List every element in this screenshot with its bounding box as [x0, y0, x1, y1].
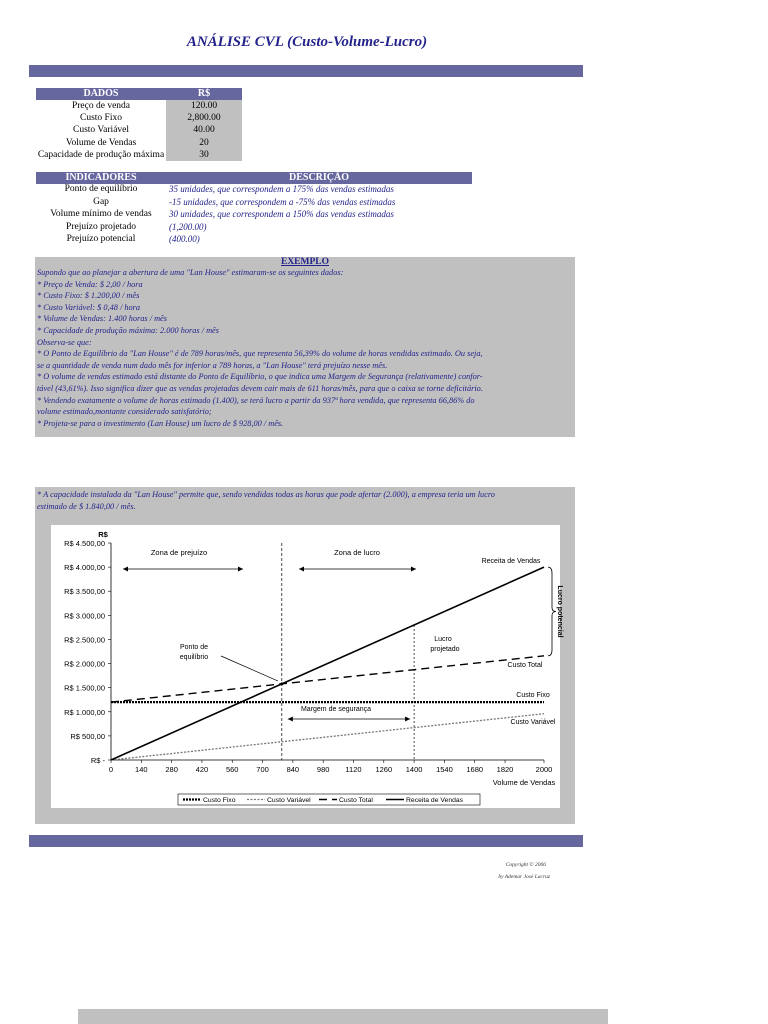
dados-row-label: Custo Fixo	[80, 113, 122, 124]
margem-seguranca-label: Margem de segurança	[300, 706, 372, 713]
ponto-equilibrio-label-1: Ponto de	[179, 644, 209, 651]
custo-fixo-label: Custo Fixo	[516, 692, 550, 699]
custo-variavel-label: Custo Variável	[510, 719, 556, 726]
legend-label: Custo Total	[339, 797, 373, 804]
indicador-row-desc: -15 unidades, que correspondem a -75% das vendas estimadas	[169, 196, 396, 207]
x-tick-label: 2000	[535, 765, 553, 774]
dados-row-label: Custo Variável	[72, 125, 130, 136]
dados-row-label: Capacidade de produção máxima	[37, 149, 165, 160]
bottom-divider-bar	[29, 835, 583, 847]
exemplo-line: * O Ponto de Equilíbrio da "Lan House" é de 789 horas/mês, que representa 56,39% do volume de horas vendidas estimado. Ou seja,	[37, 349, 483, 359]
cvl-chart	[51, 525, 563, 808]
legend-label: Custo Fixo	[203, 797, 236, 804]
y-tick-label: R$ 1.500,00	[64, 683, 105, 693]
indicador-row-desc: 35 unidades, que correspondem a 175% das vendas estimadas	[169, 184, 394, 194]
receita-vendas-label: Receita de Vendas	[481, 558, 541, 565]
x-tick-label: 0	[108, 765, 114, 774]
x-tick-label: 1120	[345, 765, 362, 774]
page-title: ANÁLISE CVL (Custo-Volume-Lucro)	[186, 34, 428, 50]
x-tick-label: 1260	[375, 765, 393, 774]
zona-prejuizo-label: Zona de prejuízo	[150, 548, 208, 557]
exemplo-title: EXEMPLO	[280, 257, 330, 267]
indicador-row-desc: 30 unidades, que correspondem a 150% das vendas estimadas	[169, 209, 394, 220]
margem-seguranca-arrowhead-right	[405, 717, 410, 722]
lucro-projetado-label-2: projetado	[430, 646, 460, 653]
exemplo-text	[35, 267, 575, 429]
dados-row-value: 20	[166, 137, 242, 149]
zona-prejuizo-arrowhead-right	[238, 567, 243, 572]
exemplo-line: Supondo que ao planejar a abertura de uma "Lan House" estimaram-se os seguintes dados:	[37, 268, 344, 277]
legend-label: Custo Variável	[267, 797, 311, 804]
legend-label: Receita de Vendas	[406, 797, 464, 804]
x-tick-label: 1540	[436, 765, 453, 774]
y-tick-label: R$ 4.000,00	[64, 563, 105, 573]
indicadores-header-desc: DESCRIÇÃO	[166, 172, 472, 184]
indicador-row-label: Prejuízo potencial	[66, 234, 136, 245]
dados-row-value: 120.00	[166, 100, 242, 112]
indicador-row-label: Gap	[93, 196, 109, 207]
x-tick-label: 700	[256, 765, 269, 774]
exemplo-line: Observa-se que:	[37, 337, 92, 347]
indicador-row-desc: (1,200.00)	[169, 221, 207, 232]
exemplo-box	[35, 257, 575, 437]
exemplo-line: * Preço de Venda: $ 2,00 / hora	[37, 279, 143, 289]
lucro-potencial-label: Lucro potencial	[556, 585, 563, 638]
x-axis-title: Volume de Vendas	[492, 778, 556, 787]
y-tick-label: R$ 2.500,00	[64, 635, 105, 645]
exemplo-line: * Custo Fixo: $ 1.200,00 / mês	[37, 291, 140, 301]
y-tick-label: R$ 2.000,00	[64, 659, 105, 669]
dados-header-label: DADOS	[36, 88, 166, 100]
x-tick-label: 140	[135, 765, 148, 774]
y-tick-label: R$ 1.000,00	[64, 707, 105, 717]
y-tick-label: R$ 3.500,00	[64, 587, 105, 597]
exemplo-line: * Capacidade de produção máxima: 2.000 horas / mês	[37, 325, 219, 335]
copyright-line-1: Copyright © 2006	[505, 862, 546, 868]
dados-row-label: Volume de Vendas	[65, 137, 137, 148]
indicador-row-label: Prejuízo projetado	[66, 221, 136, 232]
indicador-row-label: Ponto de equilíbrio	[64, 184, 138, 194]
dados-header-value: R$	[166, 88, 242, 100]
x-tick-label: 560	[225, 765, 239, 774]
x-tick-label: 1400	[405, 765, 423, 774]
dados-row-value: 30	[166, 149, 242, 161]
custo-total-label: Custo Total	[507, 662, 543, 669]
y-tick-label: R$ 500,00	[70, 731, 105, 741]
dados-row-label: Preço de venda	[71, 101, 131, 111]
x-tick-label: 1820	[496, 765, 514, 774]
indicador-row-desc: (400.00)	[169, 234, 200, 245]
exemplo-line: tável (43,61%). Isso significa dizer que as vendas projetadas devem cair mais de 611 horas/mês, para que o caixa se torne deficitário.	[37, 383, 483, 393]
capacidade-line: estimado de $ 1.840,00 / mês.	[37, 501, 136, 511]
y-tick-label: R$ -	[90, 756, 105, 765]
x-tick-label: 840	[286, 765, 300, 774]
exemplo-line: * Vendendo exatamente o volume de horas estimado (1.400), se terá lucro a partir da 937ª hora vendida, que representa 66,86% do	[37, 395, 475, 405]
exemplo-line: * Volume de Vendas: 1.400 horas / mês	[37, 314, 167, 324]
zona-lucro-label: Zona de lucro	[334, 548, 380, 557]
zona-lucro-arrowhead-left	[299, 567, 304, 572]
y-axis-title: R$	[98, 530, 108, 539]
indicador-row-label: Volume mínimo de vendas	[50, 209, 152, 220]
lucro-potencial-brace	[548, 567, 556, 656]
exemplo-line: * Custo Variável: $ 0,48 / hora	[37, 302, 141, 312]
x-tick-label: 1680	[466, 765, 484, 774]
dados-row-value: 2,800.00	[166, 112, 242, 124]
exemplo-line: * Projeta-se para o investimento (Lan House) um lucro de $ 928,00 / mês.	[37, 418, 284, 428]
ponto-equilibrio-label-2: equilíbrio	[179, 654, 209, 661]
x-tick-label: 980	[316, 765, 330, 774]
capacidade-note	[35, 487, 575, 512]
copyright-line-2: by Ademar José Lacruz	[498, 874, 550, 880]
ponto-equilibrio-point	[280, 682, 283, 685]
indicadores-header-label: INDICADORES	[36, 172, 166, 184]
x-tick-label: 280	[165, 765, 178, 774]
footer-bar	[78, 1009, 608, 1024]
lucro-projetado-label-1: Lucro	[434, 636, 452, 643]
zona-lucro-arrowhead-right	[411, 567, 416, 572]
exemplo-line: volume estimado,montante considerado satisfatório;	[37, 407, 212, 417]
zona-prejuizo-arrowhead-left	[123, 567, 128, 572]
chart-area	[51, 525, 563, 808]
ponto-equilibrio-arrow	[221, 656, 278, 681]
y-tick-label: R$ 4.500,00	[64, 539, 105, 548]
exemplo-line: se a quantidade de venda num dado mês for inferior a 789 horas, a "Lan House" terá prejuízo nesse mês.	[37, 360, 388, 370]
capacidade-line: * A capacidade instalada da "Lan House" permite que, sendo vendidas todas as horas que pode afertar (2.000), a empresa teria um lucro	[37, 490, 495, 499]
dados-row-value: 40.00	[166, 124, 242, 136]
series-custo-vari-vel	[111, 714, 544, 760]
margem-seguranca-arrowhead-left	[288, 717, 293, 722]
chart-panel	[35, 487, 575, 824]
x-tick-label: 420	[195, 765, 209, 774]
exemplo-line: * O volume de vendas estimado está distante do Ponto de Equilíbrio, o que indica uma Margem de Segurança (relativamente) confor-	[37, 372, 483, 382]
series-receita-de-vendas	[111, 567, 544, 760]
y-tick-label: R$ 3.000,00	[64, 611, 105, 621]
top-divider-bar	[29, 65, 583, 77]
